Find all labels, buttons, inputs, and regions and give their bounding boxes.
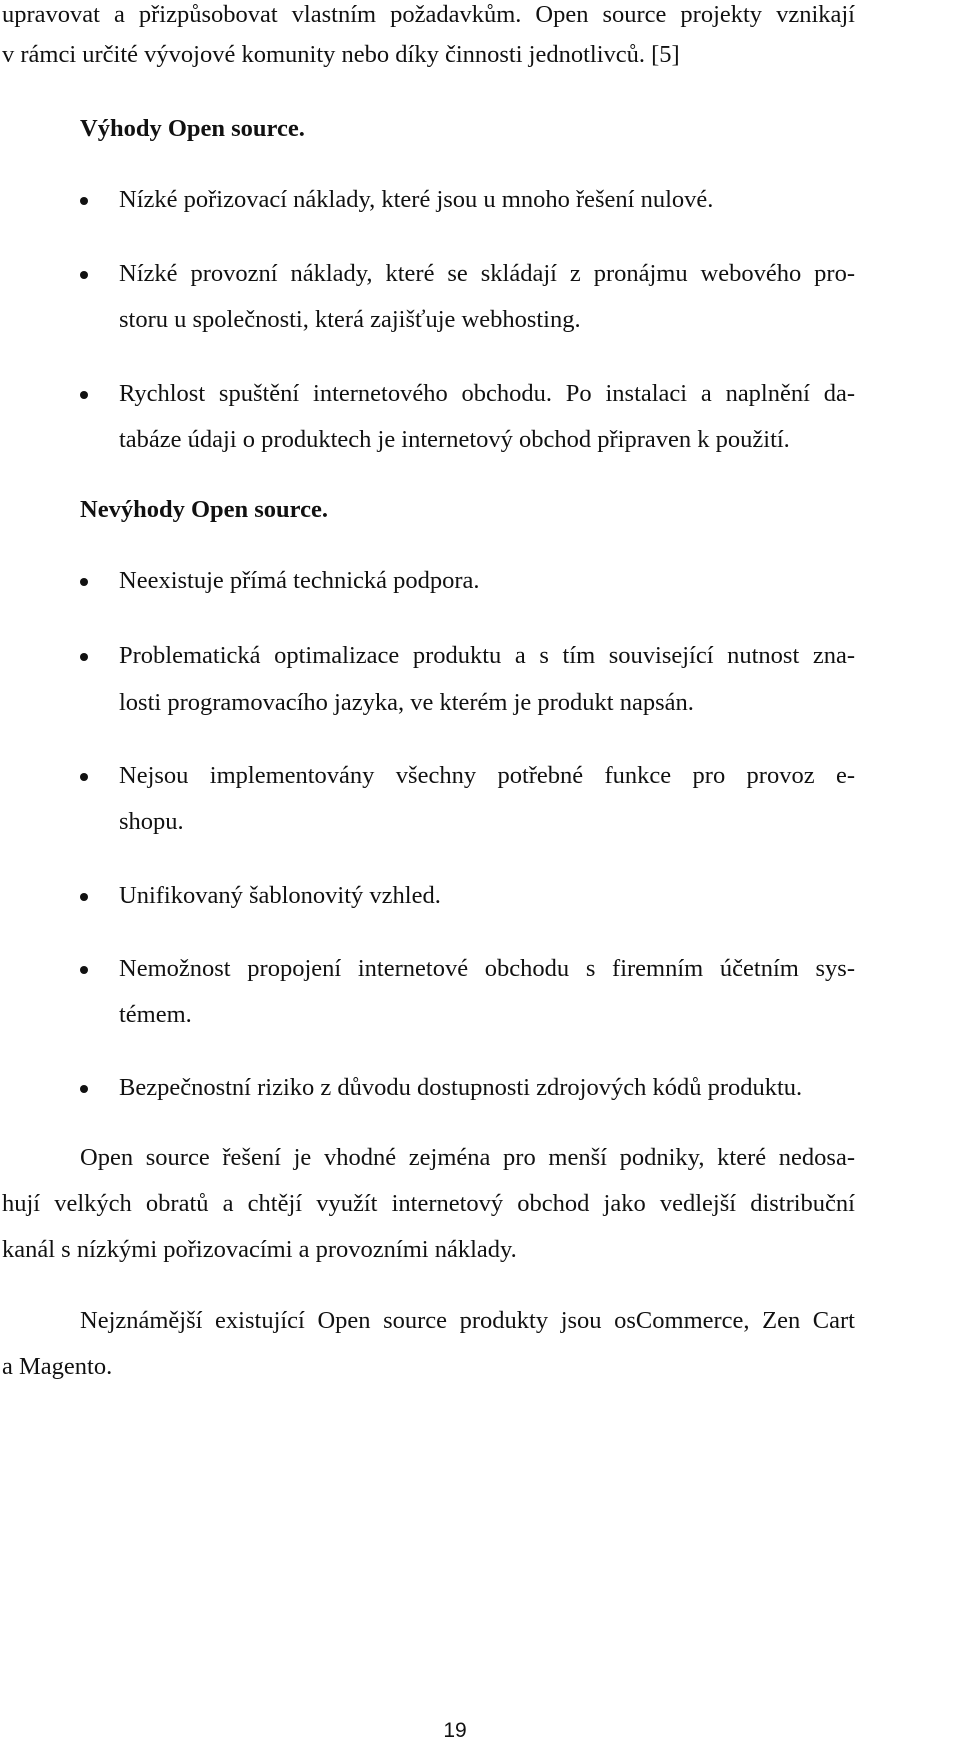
paragraph-line: Open source řešení je vhodné zejména pro menší podniky, které nedosa-	[80, 1144, 855, 1171]
paragraph-line: a Magento.	[2, 1353, 113, 1380]
advantages-heading: Výhody Open source.	[80, 115, 305, 142]
list-item-continuation: tabáze údaji o produktech je internetový obchod připraven k použití.	[119, 426, 790, 453]
paragraph-line: hují velkých obratů a chtějí využít internetový obchod jako vedlejší distribuční	[2, 1190, 855, 1217]
list-item: Unifikovaný šablonovitý vzhled.	[119, 882, 441, 909]
list-item: Problematická optimalizace produktu a s tím související nutnost zna-	[119, 642, 855, 669]
bullet-icon	[80, 893, 88, 901]
disadvantages-heading: Nevýhody Open source.	[80, 496, 328, 523]
list-item-continuation: témem.	[119, 1001, 192, 1028]
bullet-icon	[80, 197, 88, 205]
list-item-continuation: storu u společnosti, která zajišťuje webhosting.	[119, 306, 581, 333]
list-item: Nejsou implementovány všechny potřebné funkce pro provoz e-	[119, 762, 855, 789]
list-item: Nízké provozní náklady, které se skládají z pronájmu webového pro-	[119, 260, 855, 287]
bullet-icon	[80, 391, 88, 399]
list-item: Nízké pořizovací náklady, které jsou u mnoho řešení nulové.	[119, 186, 714, 213]
bullet-icon	[80, 578, 88, 586]
bullet-icon	[80, 966, 88, 974]
bullet-icon	[80, 271, 88, 279]
list-item: Neexistuje přímá technická podpora.	[119, 567, 480, 594]
bullet-icon	[80, 1085, 88, 1093]
list-item-continuation: shopu.	[119, 808, 184, 835]
list-item: Rychlost spuštění internetového obchodu. Po instalaci a naplnění da-	[119, 380, 855, 407]
intro-line: upravovat a přizpůsobovat vlastním požadavkům. Open source projekty vznikají	[2, 1, 855, 28]
list-item-continuation: losti programovacího jazyka, ve kterém je produkt napsán.	[119, 689, 694, 716]
intro-line: v rámci určité vývojové komunity nebo díky činnosti jednotlivců. [5]	[2, 41, 680, 68]
list-item: Nemožnost propojení internetové obchodu s firemním účetním sys-	[119, 955, 855, 982]
page-number: 19	[443, 1719, 467, 1742]
bullet-icon	[80, 773, 88, 781]
paragraph-line: Nejznámější existující Open source produkty jsou osCommerce, Zen Cart	[80, 1307, 855, 1334]
bullet-icon	[80, 653, 88, 661]
paragraph-line: kanál s nízkými pořizovacími a provozními náklady.	[2, 1236, 517, 1263]
list-item: Bezpečnostní riziko z důvodu dostupnosti zdrojových kódů produktu.	[119, 1074, 803, 1101]
